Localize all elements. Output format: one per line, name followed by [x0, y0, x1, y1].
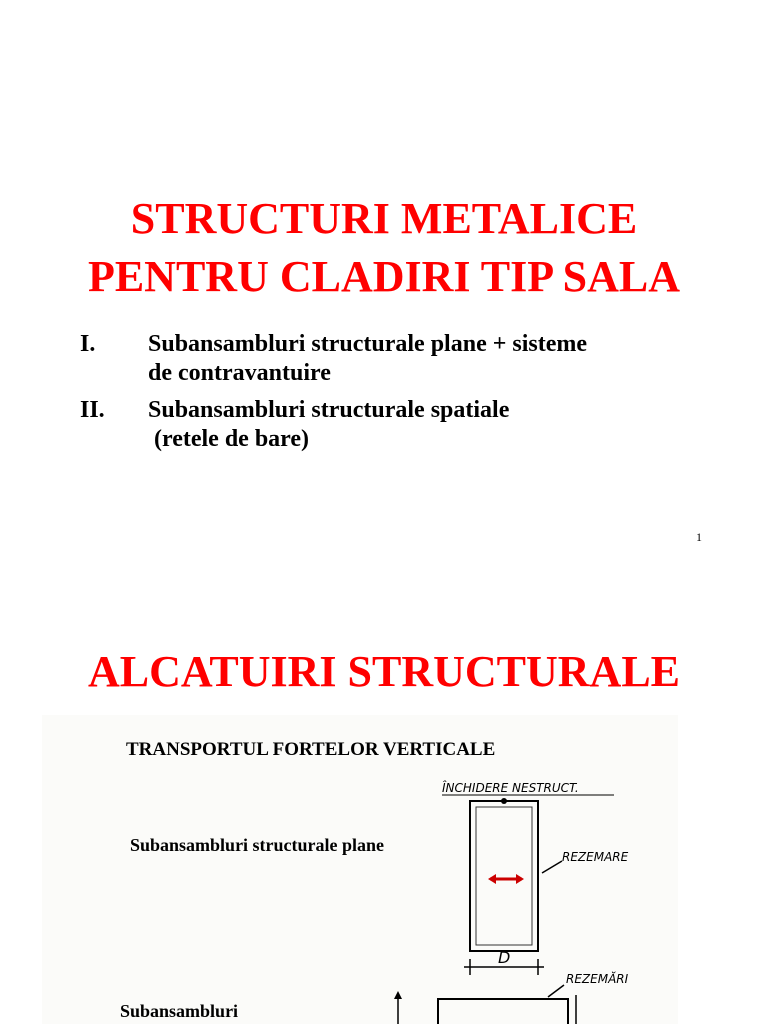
- arrow-up-icon: [394, 991, 402, 999]
- outline-list: [80, 330, 740, 462]
- list-item-text-line-1: Subansambluri structurale plane + sisteme: [148, 331, 588, 357]
- sketch-label-top: ÎNCHIDERE NESTRUCT.: [442, 781, 579, 795]
- slide-title: ALCATUIRI STRUCTURALE: [87, 647, 681, 696]
- column-outline: [470, 801, 538, 951]
- list-item-text-line-2: de contravantuire: [148, 360, 331, 386]
- sketch-figure: [42, 715, 678, 1024]
- top-node: [501, 798, 507, 804]
- frame-outline: [438, 999, 568, 1024]
- list-item-text-line-2: (retele de bare): [154, 426, 310, 452]
- list-item-text-line-1: Subansambluri structurale spatiale: [148, 397, 510, 423]
- hand-sketch: [42, 715, 678, 1024]
- slide-title-line-1: STRUCTURI METALICE: [130, 194, 638, 243]
- sketch-label-plane: Subansambluri structurale plane: [130, 835, 385, 855]
- list-item-number: I.: [80, 331, 96, 357]
- arrow-head-left-icon: [488, 874, 496, 884]
- dimension-label: D: [498, 948, 511, 967]
- sketch-label-right: REZEMARE: [562, 850, 629, 864]
- sketch-heading: TRANSPORTUL FORTELOR VERTICALE: [126, 739, 496, 760]
- pointer-line: [548, 985, 564, 997]
- arrow-head-right-icon: [516, 874, 524, 884]
- list-item-number: II.: [80, 397, 105, 423]
- slide-title-line-2: PENTRU CLADIRI TIP SALA: [87, 252, 681, 301]
- slide-2: [0, 560, 768, 1024]
- list-item: [80, 396, 740, 454]
- column-inner: [476, 807, 532, 945]
- slide-title: [0, 190, 768, 306]
- sketch-label-bottom: REZEMĂRI: [566, 972, 629, 986]
- page-number: 1: [696, 530, 702, 544]
- list-item: [80, 330, 740, 388]
- sketch-label-sub: Subansambluri: [120, 1001, 239, 1021]
- pointer-line: [542, 861, 562, 873]
